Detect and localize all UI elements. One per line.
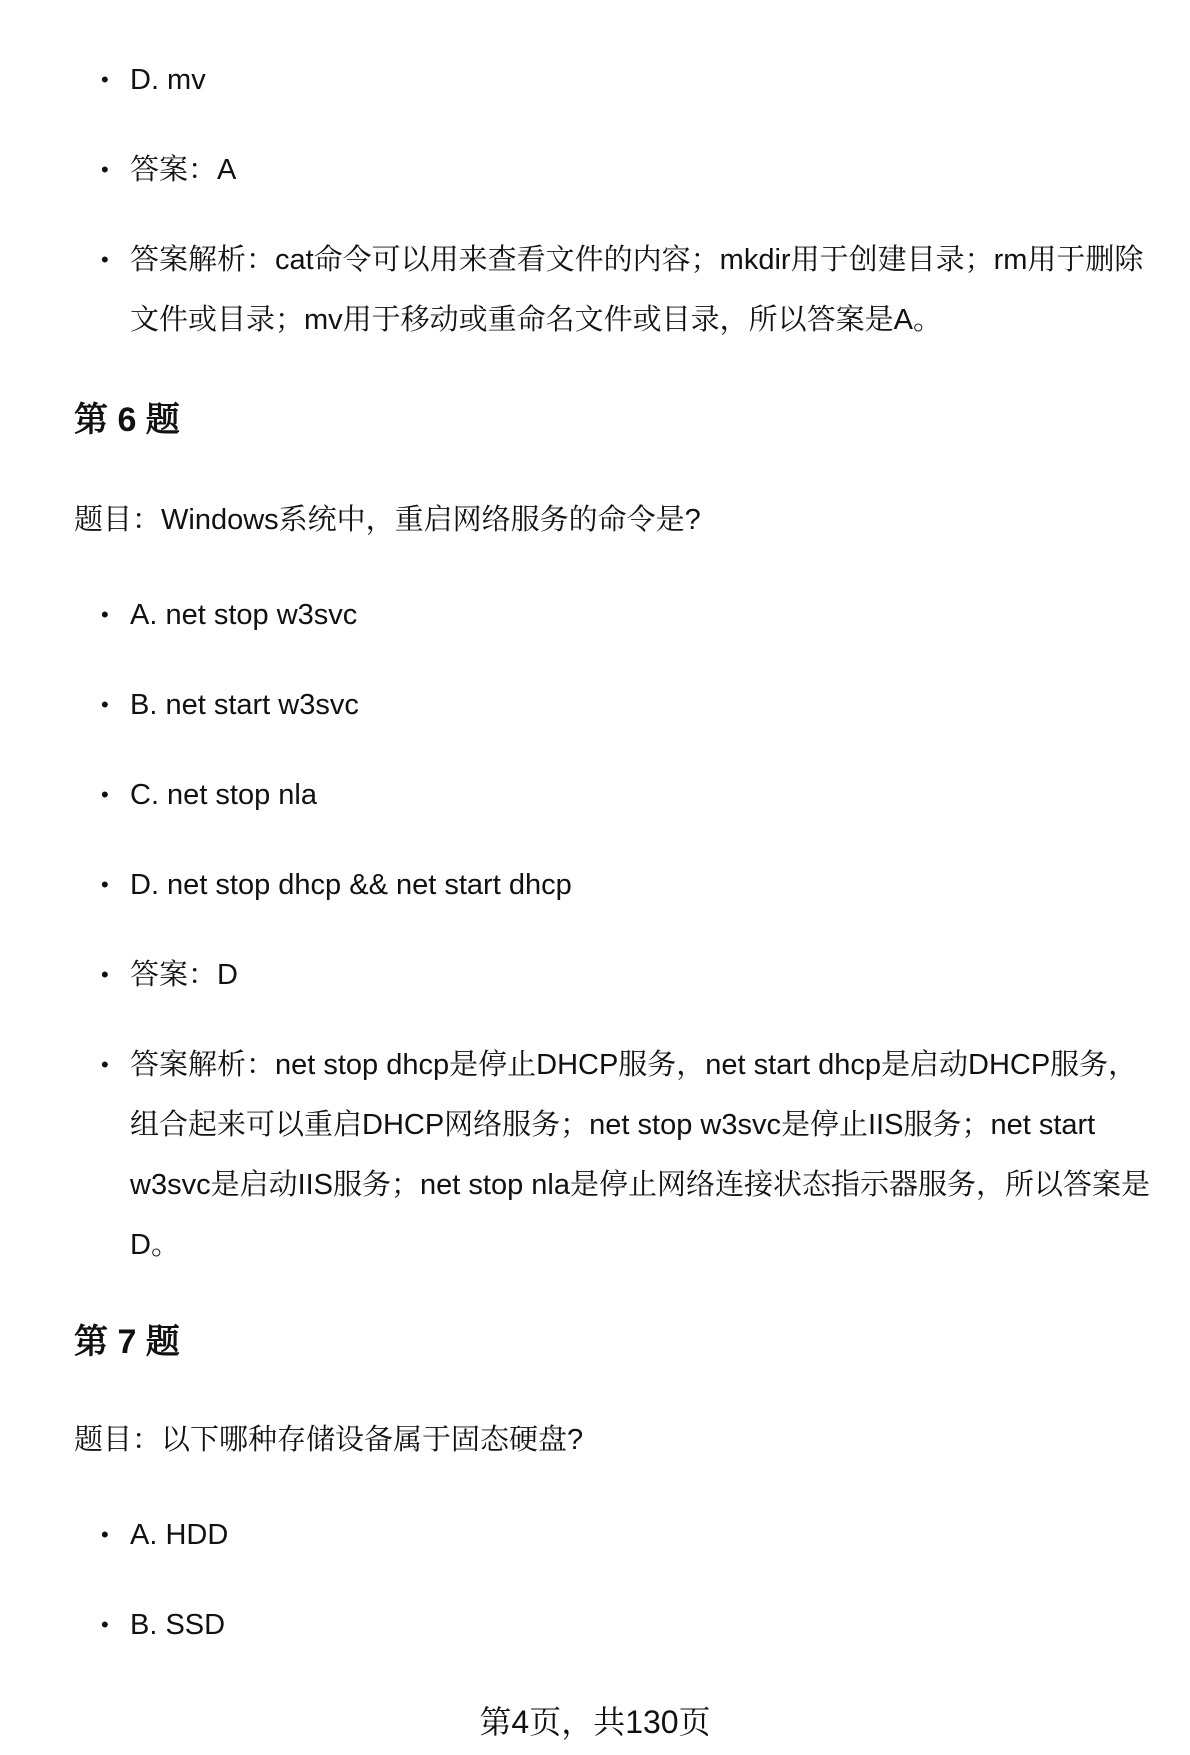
bullet-icon: • xyxy=(101,872,109,897)
question-prompt: 题目：Windows系统中，重启网络服务的命令是? xyxy=(74,504,701,536)
question-prompt: 题目：以下哪种存储设备属于固态硬盘? xyxy=(74,1424,584,1456)
bullet-icon: • xyxy=(101,602,109,627)
bullet-icon: • xyxy=(101,782,109,807)
bullet-icon: • xyxy=(101,157,109,182)
question-heading: 第 6 题 xyxy=(74,401,180,439)
bullet-icon: • xyxy=(101,247,109,272)
option-b: • B. net start w3svc xyxy=(104,675,1164,735)
bullet-icon: • xyxy=(101,692,109,717)
bullet-icon: • xyxy=(101,1052,109,1077)
bullet-icon: • xyxy=(101,1612,109,1637)
question-heading: 第 7 题 xyxy=(74,1323,180,1361)
answer-explanation: • 答案解析：cat命令可以用来查看文件的内容；mkdir用于创建目录；rm用于删除文件或目录；mv用于移动或重命名文件或目录，所以答案是A。 xyxy=(104,230,1164,350)
bullet-icon: • xyxy=(101,962,109,987)
option-b: • B. SSD xyxy=(104,1595,1164,1655)
answer-line: • 答案：A xyxy=(104,140,1164,200)
bullet-icon: • xyxy=(101,67,109,92)
option-d: • D. net stop dhcp && net start dhcp xyxy=(104,855,1164,915)
option-a: • A. net stop w3svc xyxy=(104,585,1164,645)
answer-explanation: • 答案解析：net stop dhcp是停止DHCP服务，net start dhcp是启动DHCP服务，组合起来可以重启DHCP网络服务；net stop w3svc是停止IIS服务；net start w3svc是启动IIS服务；net stop nla是停止网络连接状态指示器服务，所以答案是D。 xyxy=(104,1035,1164,1275)
option-d: • D. mv xyxy=(104,50,1164,110)
bullet-icon: • xyxy=(101,1522,109,1547)
answer-line: • 答案：D xyxy=(104,945,1164,1005)
option-a: • A. HDD xyxy=(104,1505,1164,1565)
page-number: 第4页，共130页 xyxy=(479,1704,711,1740)
option-c: • C. net stop nla xyxy=(104,765,1164,825)
